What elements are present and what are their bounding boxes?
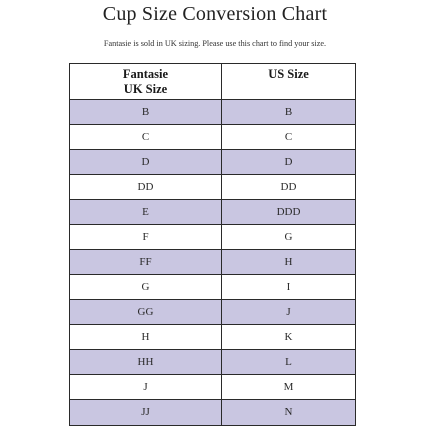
uk-size-cell: GG [70,300,222,324]
table-body [70,100,355,425]
header-uk-size [70,64,222,100]
page-title: Cup Size Conversion Chart [102,3,328,25]
header-us-size: US Size [268,67,309,81]
us-size-cell: I [286,281,291,293]
table-row [70,375,355,400]
uk-size-cell: FF [70,250,222,274]
uk-size-cell: E [70,200,222,224]
table-row [70,300,355,325]
table-row [70,350,355,375]
table-row [70,200,355,225]
table-row [70,100,355,125]
header-uk-line2: UK Size [123,82,168,96]
us-size-cell: N [284,406,293,418]
header-uk-line1: Fantasie [122,67,169,81]
uk-size-cell: HH [70,350,222,374]
uk-size-cell: C [70,125,222,149]
table-header [70,64,355,100]
us-size-cell: J [286,306,291,318]
uk-size-cell: DD [70,175,222,199]
table-row [70,325,355,350]
table-row [70,125,355,150]
uk-size-cell: D [70,150,222,174]
uk-size-cell: JJ [70,400,222,425]
uk-size-cell: B [70,100,222,124]
us-size-cell: L [285,356,292,368]
table-row [70,225,355,250]
us-size-cell: DDD [276,206,301,218]
table-row [70,400,355,425]
uk-size-cell: H [70,325,222,349]
us-size-cell: H [284,256,293,268]
us-size-cell: M [283,381,294,393]
size-conversion-table [69,63,356,426]
us-size-cell: G [284,231,293,243]
table-row [70,175,355,200]
uk-size-cell: J [70,375,222,399]
uk-size-cell: G [70,275,222,299]
uk-size-cell: F [70,225,222,249]
us-size-cell: B [284,106,293,118]
table-row [70,150,355,175]
us-size-cell: DD [280,181,297,193]
us-size-cell: K [284,331,293,343]
table-row [70,250,355,275]
us-size-cell: C [284,131,293,143]
page-subtitle: Fantasie is sold in UK sizing. Please use this chart to find your size. [103,39,327,48]
us-size-cell: D [284,156,293,168]
table-row [70,275,355,300]
